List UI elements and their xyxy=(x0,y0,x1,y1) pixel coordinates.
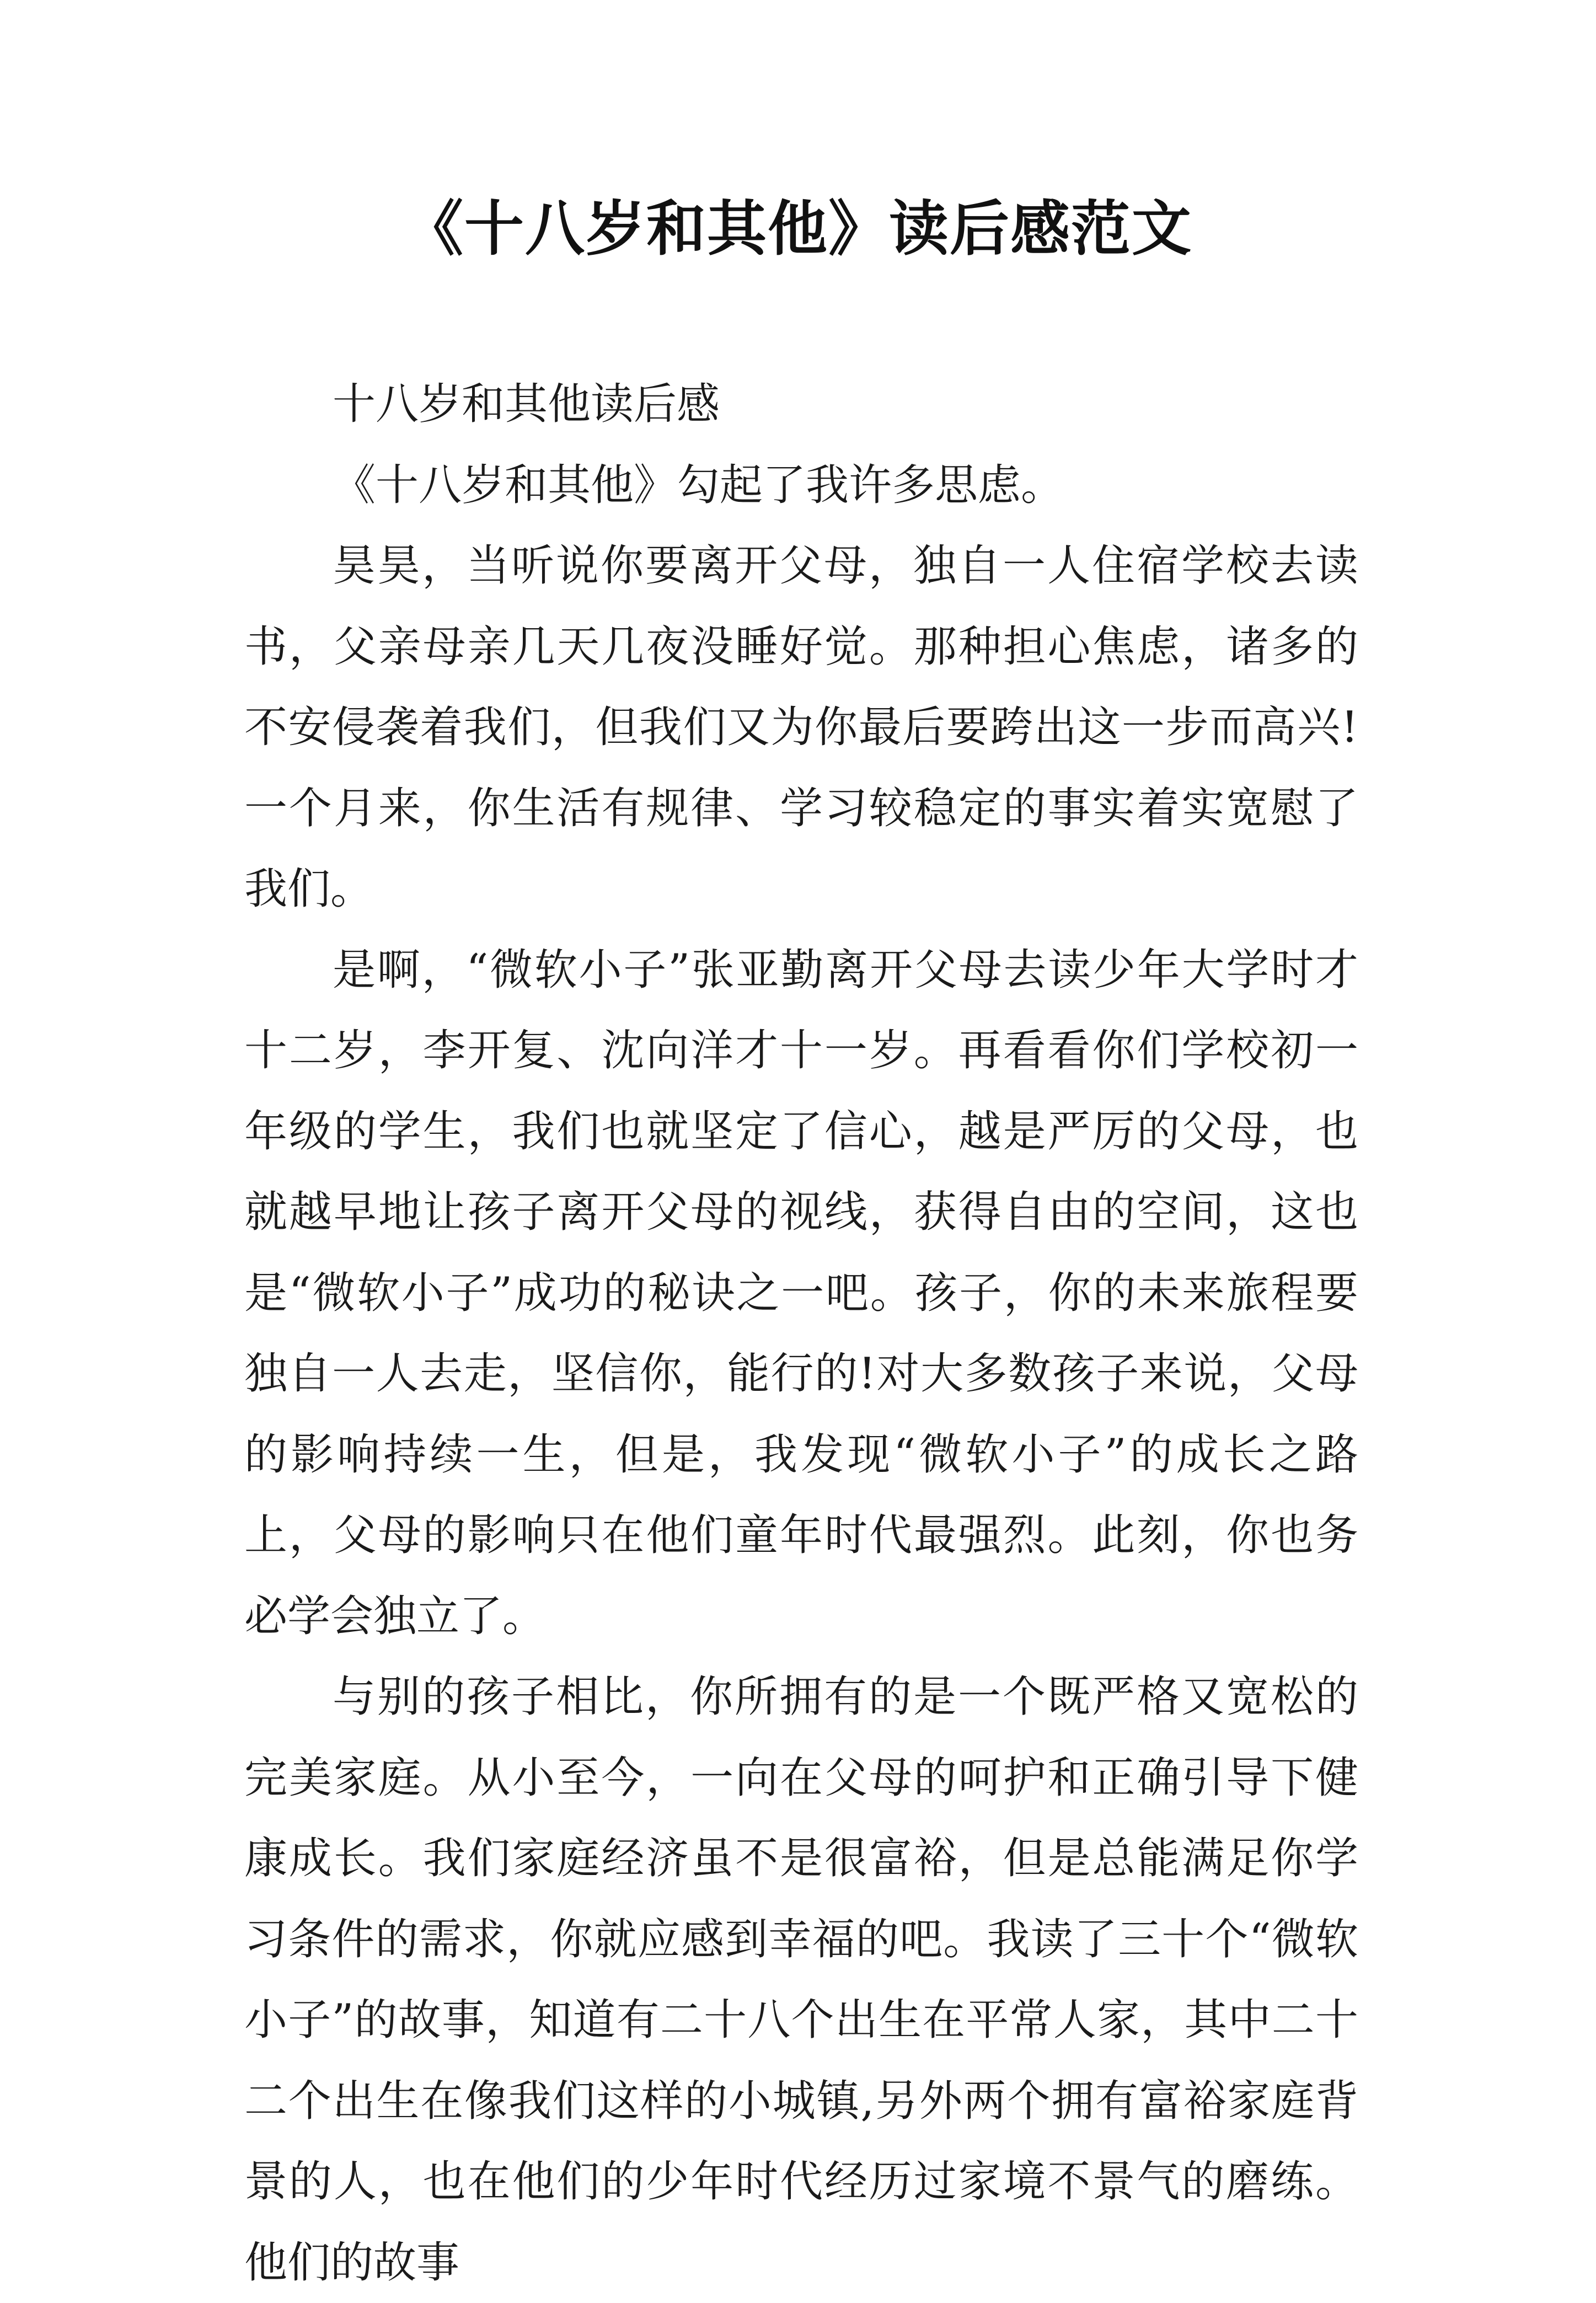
paragraph: 与别的孩子相比，你所拥有的是一个既严格又宽松的完美家庭。从小至今，一向在父母的呵护和正确引导下健康成长。我们家庭经济虽不是很富裕，但是总能满足你学习条件的需求，你就应感到幸福的吧。我读了三十个“微软小子”的故事，知道有二十八个出生在平常人家，其中二十二个出生在像我们这样的小城镇,另外两个拥有富裕家庭背景的人，也在他们的少年时代经历过家境不景气的磨练。他们的故事 xyxy=(244,1672,1358,2288)
paragraph: 昊昊，当听说你要离开父母，独自一人住宿学校去读书，父亲母亲几天几夜没睡好觉。那种担心焦虑，诸多的不安侵袭着我们，但我们又为你最后要跨出这一步而高兴!一个月来，你生活有规律、学习较稳定的事实着实宽慰了我们。 xyxy=(244,541,1358,914)
paragraph-subtitle: 十八岁和其他读后感 xyxy=(333,379,720,429)
document-title: 《十八岁和其他》读后感范文 xyxy=(403,194,1192,264)
paragraph: 《十八岁和其他》勾起了我许多思虑。 xyxy=(333,460,1064,510)
paragraph: 是啊，“微软小子”张亚勤离开父母去读少年大学时才十二岁，李开复、沈向洋才十一岁。再看看你们学校初一年级的学生，我们也就坚定了信心，越是严厉的父母，也就越早地让孩子离开父母的视线，获得自由的空间，这也是“微软小子”成功的秘诀之一吧。孩子，你的未来旅程要独自一人去走，坚信你，能行的!对大多数孩子来说，父母的影响持续一生，但是，我发现“微软小子”的成长之路上，父母的影响只在他们童年时代最强烈。此刻，你也务必学会独立了。 xyxy=(244,945,1358,1641)
document-body xyxy=(244,364,1358,2303)
